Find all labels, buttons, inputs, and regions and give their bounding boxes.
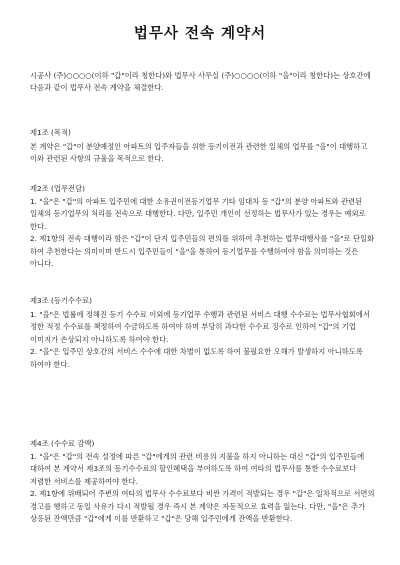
article-3-paragraph-1: 1. "을"은 법률에 정해진 등기 수수료 이외에 등기업무 수행과 관련된 서비스 대행 수수료는 법무사협회에서 정한 적정 수수료를 책정하여 수금하도록 하여야 하며 부당히 과다한 수수료 징수로 인하여 "갑"의 기업 이미지가 손상되지 아니하도록 하여야 한다.	[30, 310, 370, 344]
article-4-body	[30, 451, 376, 525]
contract-intro: 시공사 (주)○○○○(이하 "갑"이라 칭한다)와 법무사 사무실 (주)○○○○(이하 "을"이라 칭한다)는 상호간에 다음과 같이 법무사 전속 계약을 체결한다.	[30, 71, 371, 93]
article-3-paragraph-2: 2. "을"은 입주민 상호간의 서비스 수수에 대한 차별이 없도록 하여 불필요한 오해가 발생하지 아니하도록 하여야 한다.	[30, 347, 363, 369]
article-4-heading: 제4조 (수수료 감액)	[30, 439, 95, 448]
article-2-body	[30, 196, 376, 270]
article-2-heading: 제2조 (업무전담)	[30, 184, 85, 193]
article-4-paragraph-2: 2. 제1항에 위배되어 주변의 여타의 법무사 수수료보다 비싼 가격이 적발되는 경우 "갑"은 일차적으로 서면의 경고를 행하고 동일 사유가 다시 적발될 경우 즉시 본 계약은 자동적으로 효력을 잃는다. 다만, "을"은 추가 상응된 잔액만큼 "갑"에게 이를 반환하고 "갑"은 당해 입주민에게 잔액을 반환한다.	[30, 489, 375, 524]
document-title: 법무사 전속 계약서	[133, 26, 267, 42]
article-3-heading: 제3조 (등기수수료)	[30, 296, 92, 305]
article-3-body	[30, 309, 376, 371]
article-2-paragraph-1: 1. "을"은 "갑"의 아파트 입주민에 대한 소유권이전등기업무 기타 임대차 등 "갑"의 분양 아파트와 관련된 일체의 등기업무의 처리를 전속으로 대행한다. 다만, 입주민 개인이 선정하는 법무사가 있는 경우는 예외로 한다.	[30, 197, 366, 231]
article-4-paragraph-1: 1. "을"은 "갑"의 전속 설정에 따른 "갑"에게의 관련 비용의 지불을 하지 아니하는 대신 "갑"의 입주민들에 대하여 본 계약서 제3조의 등기수수료의 할인혜택을 부여하도록 하여 여타의 법무사를 통한 수수료보다 저렴한 서비스를 제공하여야 한다.	[30, 452, 365, 486]
article-1-paragraph: 본 계약은 "갑"이 분양예정인 아파트의 입주자들을 위한 등기이전과 관련한 일체의 업무를 "을"이 대행하고 이와 관련된 사항의 규율을 목적으로 한다.	[30, 142, 368, 164]
article-1-heading: 제1조 (목적)	[30, 128, 71, 137]
article-2-paragraph-2: 2. 제1항의 전속 대행이라 함은 "갑"이 단지 입주민들의 편의를 위하여 추천하는 법무대행사를 "을"로 단일화 하여 추천한다는 의미이며 반드시 입주민들이 "을"을 통하여 등기업무를 수행하여야 함을 의미하는 것은 아니다.	[30, 234, 375, 269]
article-1-body	[30, 141, 376, 166]
